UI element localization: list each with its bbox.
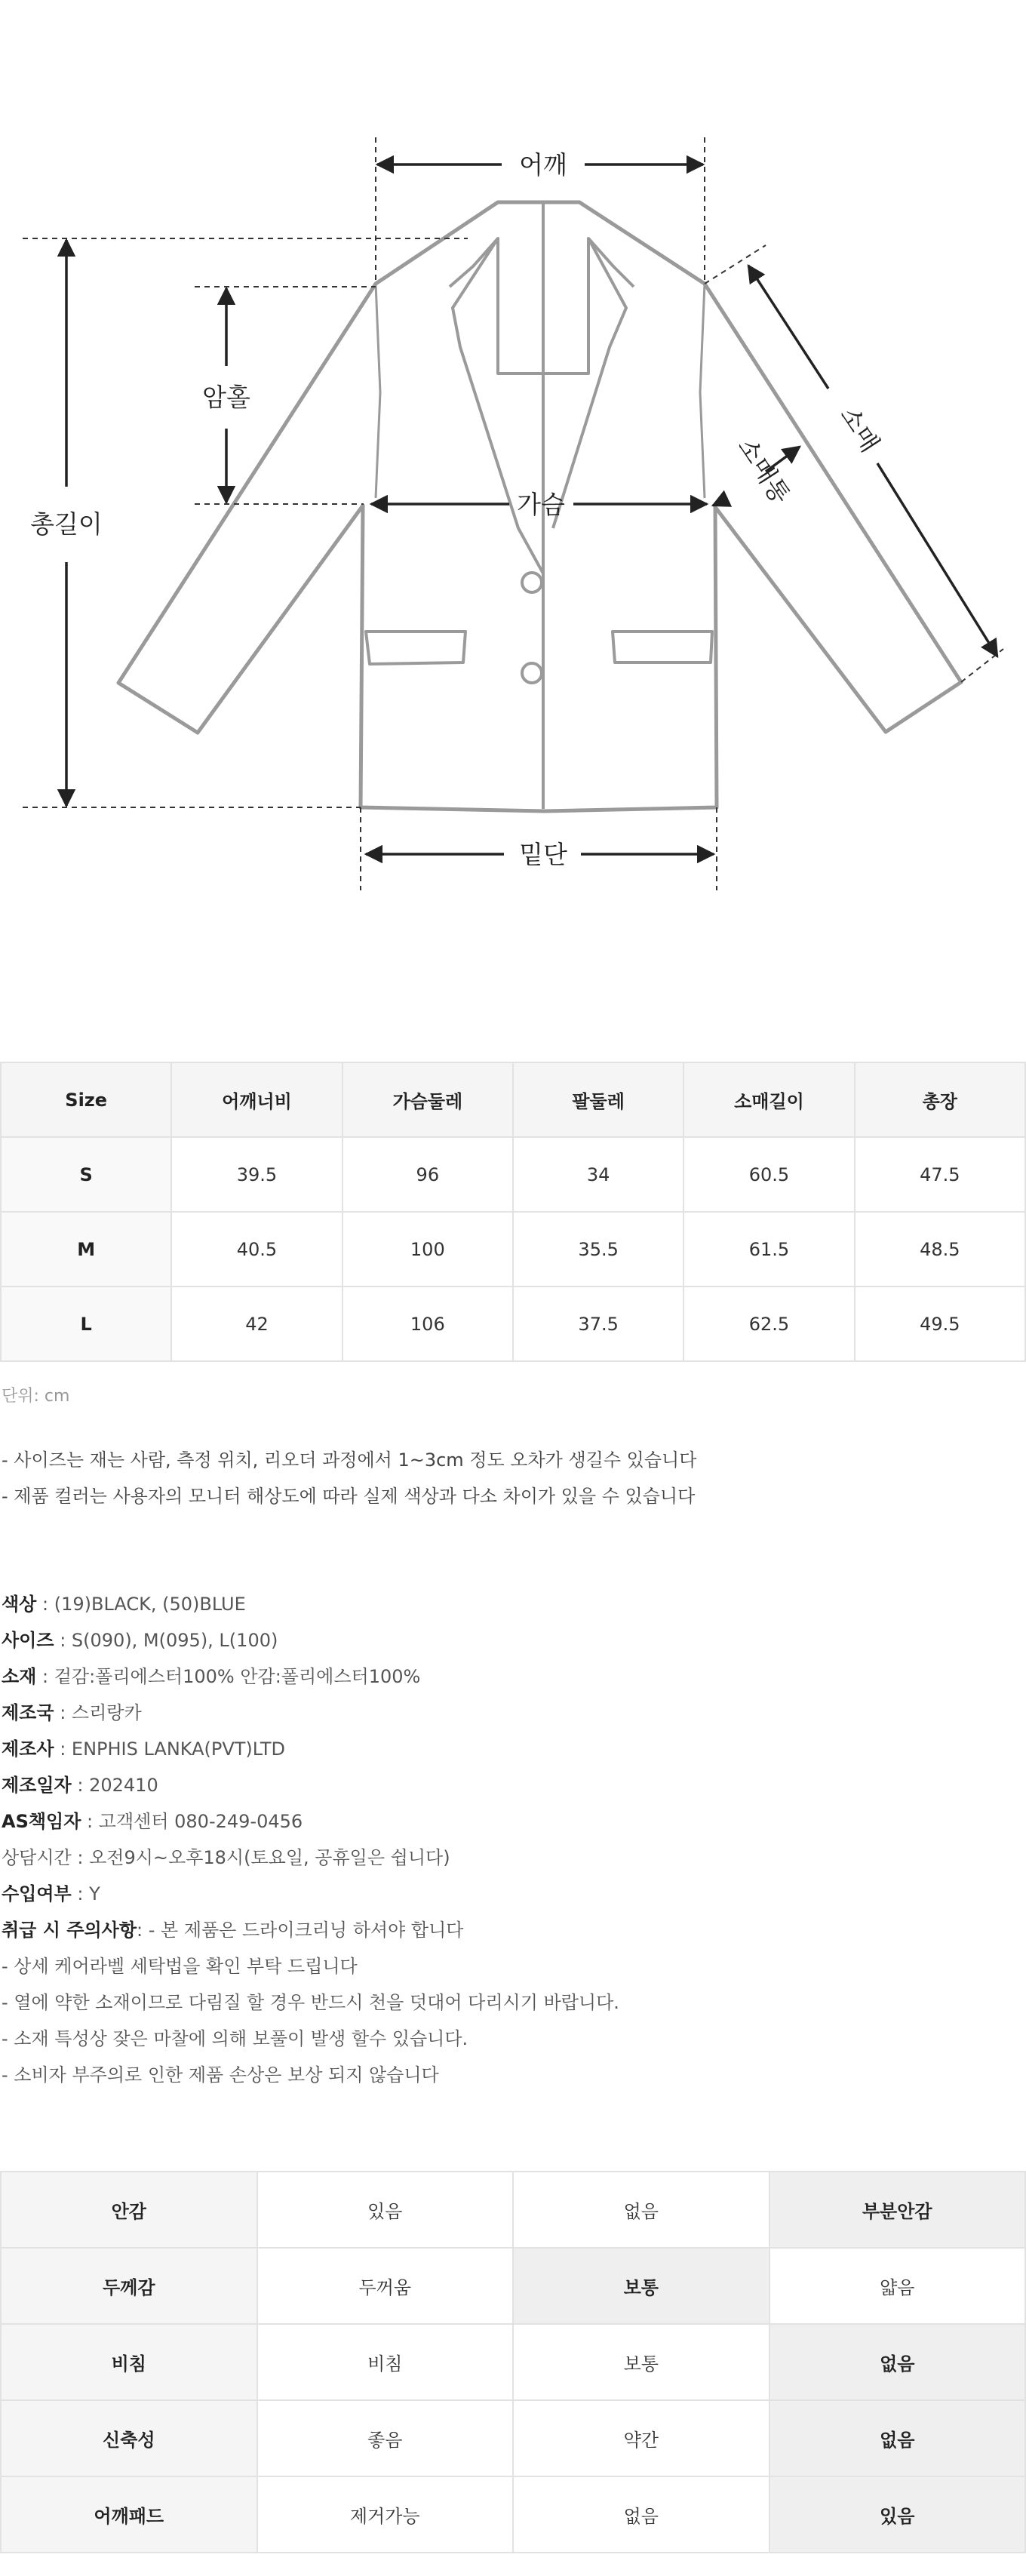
value-cell: 61.5	[683, 1212, 854, 1286]
info-row-care-2	[2, 1954, 619, 1990]
table-row	[1, 1286, 1025, 1361]
info-row-manufacturer	[2, 1737, 619, 1773]
info-value: : S(090), M(095), L(100)	[54, 1630, 278, 1651]
value-cell: 100	[343, 1212, 513, 1286]
value-cell: 49.5	[855, 1286, 1025, 1361]
info-label: 소재	[2, 1666, 37, 1687]
info-row-color	[2, 1592, 619, 1628]
property-option-selected: 없음	[770, 2400, 1026, 2476]
value-cell: 37.5	[513, 1286, 683, 1361]
info-label: 취급 시 주의사항	[2, 1920, 137, 1941]
label-hem: 밑단	[519, 840, 567, 869]
table-row	[1, 1212, 1025, 1286]
label-sleeve-width: 소매통	[732, 432, 797, 509]
property-option-selected: 있음	[770, 2476, 1026, 2553]
header-cell: 어깨너비	[171, 1062, 342, 1137]
jacket-diagram	[0, 0, 1026, 951]
property-row	[1, 2400, 1025, 2476]
info-label: 사이즈	[2, 1630, 54, 1651]
property-name: 비침	[1, 2324, 257, 2400]
label-shoulder: 어깨	[519, 150, 567, 180]
info-value: - 열에 약한 소재이므로 다림질 할 경우 반드시 천을 덧대어 다리시기 바랍니다.	[2, 1992, 619, 2013]
value-cell: 47.5	[855, 1137, 1025, 1212]
size-cell: M	[1, 1212, 171, 1286]
size-cell: S	[1, 1137, 171, 1212]
property-name: 어깨패드	[1, 2476, 257, 2553]
product-info	[2, 1592, 619, 2099]
info-value: 상담시간 : 오전9시~오후18시(토요일, 공휴일은 쉽니다)	[2, 1847, 450, 1868]
info-row-hours	[2, 1846, 619, 1882]
property-option: 두꺼움	[257, 2248, 514, 2324]
info-value: : 겉감:폴리에스터100% 안감:폴리에스터100%	[36, 1666, 421, 1687]
property-row	[1, 2476, 1025, 2553]
value-cell: 60.5	[683, 1137, 854, 1212]
value-cell: 62.5	[683, 1286, 854, 1361]
info-label: 색상	[2, 1594, 37, 1615]
value-cell: 48.5	[855, 1212, 1025, 1286]
info-value: : 스리랑카	[54, 1702, 142, 1723]
property-row	[1, 2172, 1025, 2248]
table-row	[1, 1137, 1025, 1212]
color-note: - 제품 컬러는 사용자의 모니터 해상도에 따라 실제 색상과 다소 차이가 있을 수 있습니다	[2, 1486, 696, 1507]
info-label: AS책임자	[2, 1811, 81, 1832]
property-name: 두께감	[1, 2248, 257, 2324]
label-sleeve: 소매	[834, 401, 886, 458]
property-option-selected: 없음	[770, 2324, 1026, 2400]
property-option: 얇음	[770, 2248, 1026, 2324]
label-total-length: 총길이	[30, 509, 103, 539]
value-cell: 96	[343, 1137, 513, 1212]
header-cell: Size	[1, 1062, 171, 1137]
info-row-as	[2, 1809, 619, 1846]
info-value: - 소비자 부주의로 인한 제품 손상은 보상 되지 않습니다	[2, 2064, 439, 2086]
info-row-import	[2, 1882, 619, 1918]
property-option: 제거가능	[257, 2476, 514, 2553]
info-row-care	[2, 1918, 619, 1954]
size-diagram	[0, 0, 1026, 951]
property-option: 비침	[257, 2324, 514, 2400]
info-value: : - 본 제품은 드라이크리닝 하셔야 합니다	[137, 1920, 464, 1941]
value-cell: 40.5	[171, 1212, 342, 1286]
property-option: 좋음	[257, 2400, 514, 2476]
property-row	[1, 2324, 1025, 2400]
property-name: 신축성	[1, 2400, 257, 2476]
table-header-row	[1, 1062, 1025, 1137]
label-chest: 가슴	[517, 490, 565, 519]
property-option-selected: 부분안감	[770, 2172, 1026, 2248]
property-option: 없음	[513, 2172, 770, 2248]
info-label: 제조국	[2, 1702, 54, 1723]
property-name: 안감	[1, 2172, 257, 2248]
property-table	[0, 2171, 1026, 2553]
label-armhole: 암홀	[202, 383, 250, 412]
size-table	[0, 1062, 1026, 1362]
property-option: 있음	[257, 2172, 514, 2248]
header-cell: 소매길이	[683, 1062, 854, 1137]
info-value: : ENPHIS LANKA(PVT)LTD	[54, 1738, 285, 1760]
property-row	[1, 2248, 1025, 2324]
header-cell: 총장	[855, 1062, 1025, 1137]
info-label: 제조사	[2, 1738, 54, 1760]
info-label: 수입여부	[2, 1883, 72, 1904]
info-value: : 202410	[71, 1775, 158, 1796]
info-row-date	[2, 1773, 619, 1809]
property-option-selected: 보통	[513, 2248, 770, 2324]
info-row-care-4	[2, 2027, 619, 2063]
info-row-size	[2, 1628, 619, 1665]
value-cell: 39.5	[171, 1137, 342, 1212]
value-cell: 35.5	[513, 1212, 683, 1286]
info-value: - 상세 케어라벨 세탁법을 확인 부탁 드립니다	[2, 1956, 358, 1977]
info-value: : (19)BLACK, (50)BLUE	[36, 1594, 246, 1615]
info-row-material	[2, 1665, 619, 1701]
property-option: 약간	[513, 2400, 770, 2476]
unit-note: 단위: cm	[2, 1387, 70, 1406]
header-cell: 팔둘레	[513, 1062, 683, 1137]
property-option: 없음	[513, 2476, 770, 2553]
value-cell: 34	[513, 1137, 683, 1212]
value-cell: 42	[171, 1286, 342, 1361]
header-cell: 가슴둘레	[343, 1062, 513, 1137]
info-label: 제조일자	[2, 1775, 72, 1796]
info-row-care-5	[2, 2063, 619, 2099]
info-row-country	[2, 1701, 619, 1737]
info-row-care-3	[2, 1990, 619, 2027]
info-value: : Y	[71, 1883, 100, 1904]
size-cell: L	[1, 1286, 171, 1361]
value-cell: 106	[343, 1286, 513, 1361]
info-value: - 소재 특성상 잦은 마찰에 의해 보풀이 발생 할수 있습니다.	[2, 2028, 468, 2049]
info-value: : 고객센터 080-249-0456	[81, 1811, 303, 1832]
size-note: - 사이즈는 재는 사람, 측정 위치, 리오더 과정에서 1~3cm 정도 오차가 생길수 있습니다	[2, 1449, 697, 1471]
property-option: 보통	[513, 2324, 770, 2400]
